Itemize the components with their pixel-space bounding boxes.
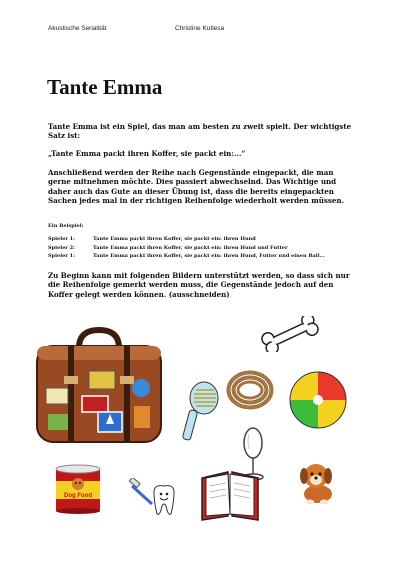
example-row (48, 236, 256, 242)
toothbrush-image (128, 478, 184, 520)
header-left: Akustische Serialität (48, 25, 107, 32)
example-text: Tante Emma packt ihren Koffer, sie packt ein: ihren Hund und Futter (93, 245, 288, 251)
dog-image (296, 458, 338, 506)
example-row (48, 253, 325, 259)
suitcase-image (34, 326, 164, 446)
example-player: Spieler 2: (48, 245, 75, 251)
bone-image (258, 316, 322, 352)
can-label: Dog Food (64, 493, 92, 499)
example-player: Spieler 1: (48, 236, 75, 242)
rope-image (225, 368, 275, 412)
example-row (48, 245, 288, 251)
intro-paragraph: Tante Emma ist ein Spiel, das man am besten zu zweit spielt. Der wichtigste Satz ist: (48, 122, 352, 141)
quote-line: „Tante Emma packt ihren Koffer, sie packt ein:...“ (48, 149, 246, 158)
page-title: Tante Emma (47, 75, 163, 99)
ball-image (288, 370, 348, 430)
example-player: Spieler 1: (48, 253, 75, 259)
header-right: Christine Kutlesa (175, 25, 225, 32)
example-text: Tante Emma packt ihren Koffer, sie packt ein: ihren Hund (93, 236, 256, 242)
example-text: Tante Emma packt ihren Koffer, sie packt ein: ihren Hund, Futter und einen Ball... (93, 253, 325, 259)
brush-image (180, 380, 222, 442)
closing-paragraph: Zu Beginn kann mit folgenden Bildern unterstützt werden, so dass sich nur die Reihenfolge gemerkt werden muss, die Gegenstände jedoch auf den Koffer gelegt werden können. (ausschneiden) (48, 271, 350, 299)
example-label: Ein Beispiel: (48, 223, 84, 229)
explanation-paragraph: Anschließend werden der Reihe nach Gegenstände eingepackt, die man gerne mitnehmen möchte. Dies passiert abwechselnd. Das Wichtige und daher auch das Gute an dieser Übung ist, dass die bereits eingepackten Sachen jedes mal in der richtigen Reihenfolge wiederholt werden müssen. (48, 168, 345, 206)
dog-food-can-image (52, 463, 104, 515)
book-image (198, 466, 262, 522)
